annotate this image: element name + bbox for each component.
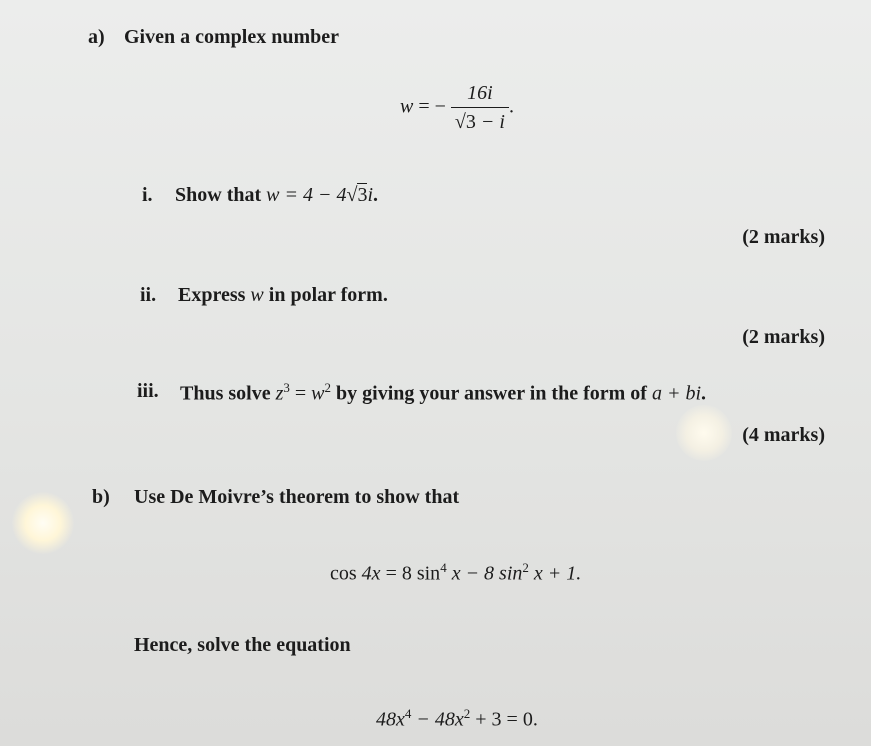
term-48x2: − 48x (411, 708, 464, 731)
hence-text: Hence, solve the equation (134, 634, 351, 656)
cos-arg: 4x (356, 562, 381, 585)
part-b-label: b) (92, 486, 110, 508)
equation-w (400, 82, 514, 134)
sqrt-symbol: √ (454, 111, 466, 133)
part-a-intro: Given a complex number (124, 26, 339, 48)
q1-text (175, 184, 378, 207)
exp-4: 4 (440, 560, 447, 575)
var-w: w (400, 95, 414, 118)
q1-end: . (373, 184, 379, 206)
fraction-numerator: 16i (467, 82, 493, 104)
exp-4: 4 (404, 706, 412, 721)
exp-2: 2 (522, 560, 529, 575)
exp-2: 2 (324, 380, 332, 395)
q2-label: ii. (140, 284, 157, 306)
q1-i: i (367, 184, 374, 206)
form-a-bi: a + bi (651, 382, 702, 405)
part-b-intro: Use De Moivre’s theorem to show that (134, 486, 460, 508)
q3-text (180, 380, 706, 406)
sqrt-symbol: √ (346, 184, 358, 206)
light-glare (676, 405, 732, 461)
part-a-label: a) (88, 26, 105, 48)
q1-label: i. (142, 184, 153, 206)
q2-prompt: Express (178, 284, 251, 306)
equation-end: + 3 = 0. (470, 708, 538, 731)
var-w: w (250, 284, 264, 306)
eq-sign: = − (413, 95, 446, 118)
q3-label: iii. (137, 380, 159, 402)
q2-prompt-end: in polar form. (263, 284, 388, 306)
quartic-equation (376, 706, 538, 732)
var-w: w (311, 382, 325, 405)
identity-rhs: = 8 sin (380, 562, 441, 585)
minus-i: − i (475, 111, 505, 133)
term-48x4: 48x (376, 708, 405, 731)
q1-math: w = 4 − 4 (261, 184, 347, 206)
q2-text (178, 284, 388, 307)
eq-sign: = (289, 382, 312, 405)
q3-marks: (4 marks) (742, 424, 825, 446)
q1-prompt: Show that (175, 184, 262, 206)
identity (330, 560, 581, 586)
eq-end: . (508, 95, 514, 118)
exp-2: 2 (463, 706, 471, 721)
q2-marks: (2 marks) (742, 326, 825, 348)
var-z: z (275, 382, 284, 405)
fraction (451, 82, 509, 134)
identity-end: x + 1. (528, 562, 582, 585)
q1-marks: (2 marks) (742, 226, 825, 248)
exp-3: 3 (283, 380, 290, 395)
sqrt-radicand: 3 (465, 111, 476, 133)
light-glare (12, 492, 74, 554)
sqrt-radicand: 3 (357, 184, 368, 206)
cos: cos (330, 562, 357, 585)
q3-prompt-mid: by giving your answer in the form of (331, 382, 652, 405)
q3-end: . (701, 382, 707, 405)
fraction-denominator (451, 107, 509, 134)
identity-mid: x − 8 sin (446, 562, 523, 585)
q3-prompt: Thus solve (180, 382, 276, 405)
